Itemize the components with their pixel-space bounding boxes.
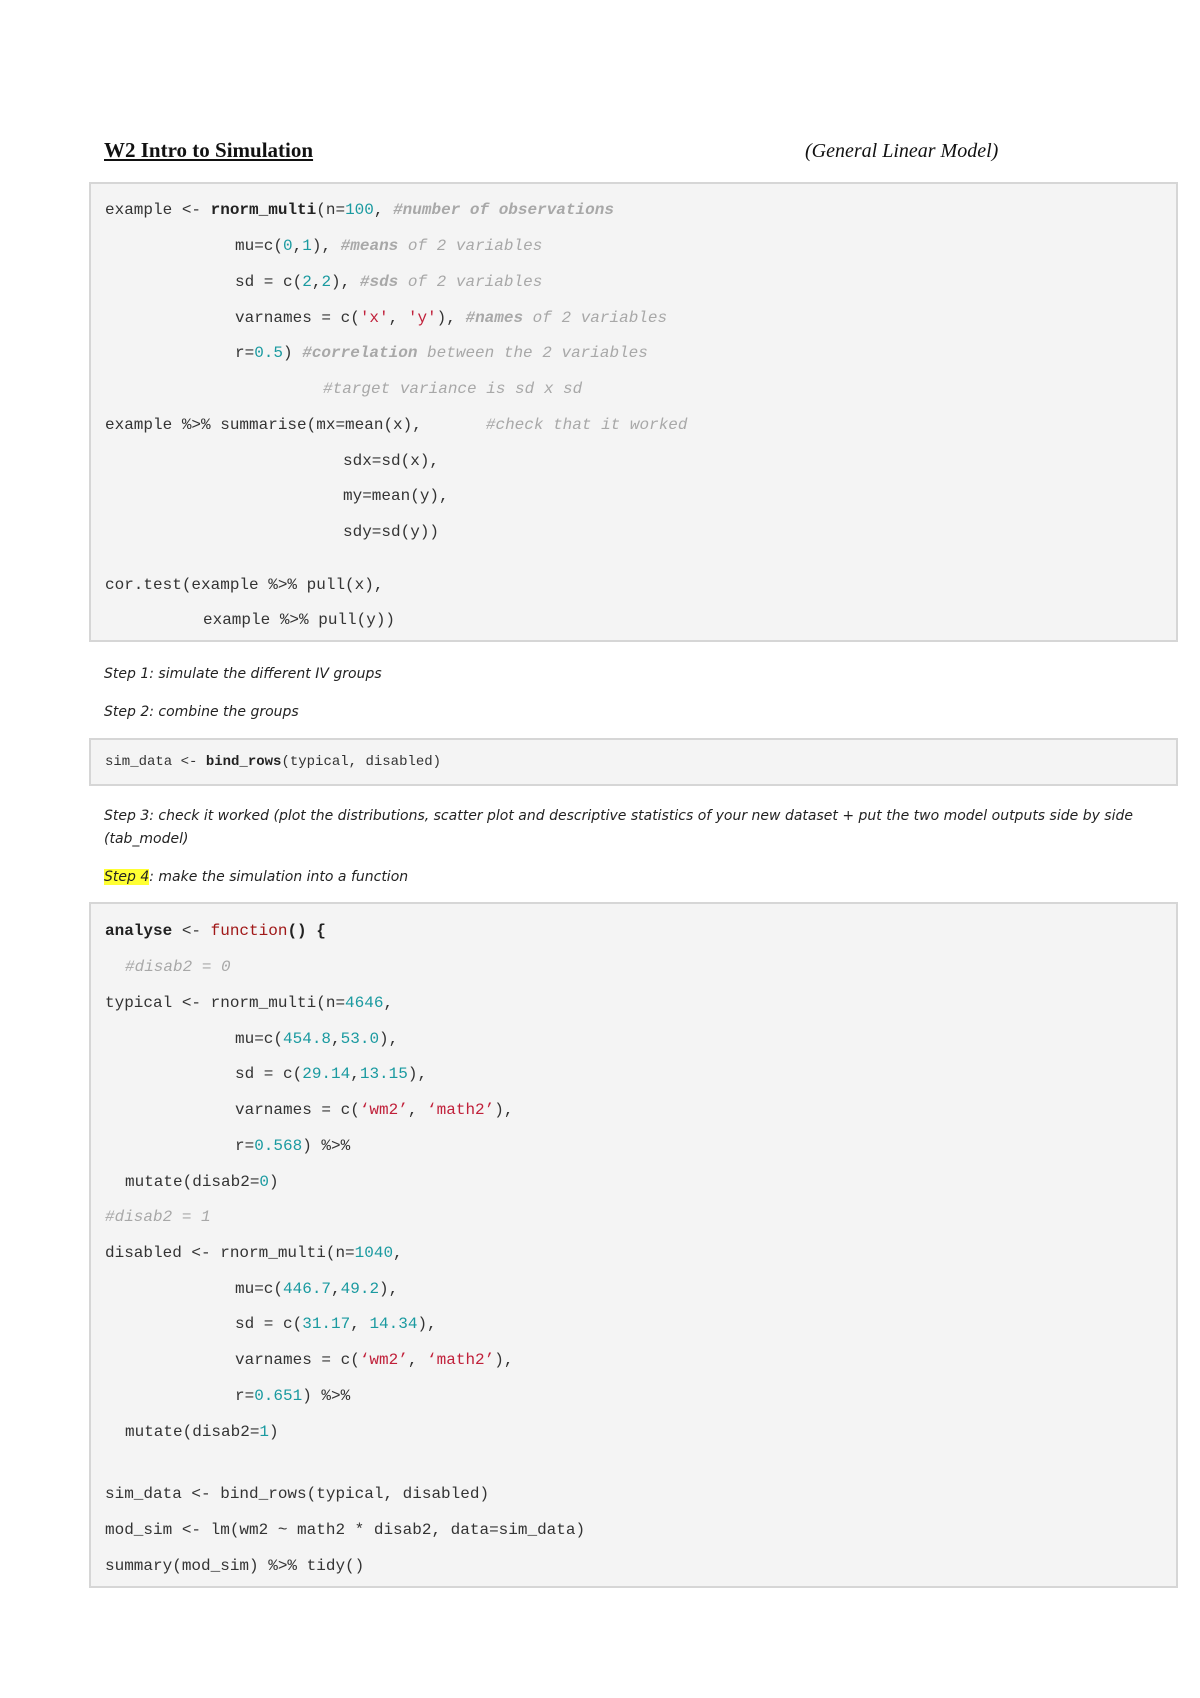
code-line: sdy=sd(y)) bbox=[343, 523, 440, 541]
step-3-text: Step 3: check it worked (plot the distributions, scatter plot and descriptive statistics of your new dataset + put the two model outputs side by side (tab_model) bbox=[104, 808, 1133, 847]
code-line: sim_data <- bind_rows(typical, disabled) bbox=[105, 1485, 490, 1503]
code-line: r=0.651) %>% bbox=[235, 1387, 351, 1405]
code-line: sd = c(29.14,13.15), bbox=[235, 1065, 428, 1083]
code-line: analyse <- function() { bbox=[105, 922, 326, 940]
step-4-text: Step 4: make the simulation into a function bbox=[104, 869, 409, 885]
step-4-highlight: Step 4 bbox=[104, 869, 150, 885]
code-block-example bbox=[89, 182, 1178, 642]
code-block-bind-rows bbox=[89, 738, 1178, 786]
code-line: varnames = c('x', 'y'), #names of 2 variables bbox=[235, 309, 668, 327]
code-comment: #target variance is sd x sd bbox=[323, 380, 583, 398]
code-line: mutate(disab2=1) bbox=[125, 1423, 279, 1441]
code-line: mutate(disab2=0) bbox=[125, 1173, 279, 1191]
code-line: mu=c(454.8,53.0), bbox=[235, 1030, 399, 1048]
code-line: mu=c(0,1), #means of 2 variables bbox=[235, 237, 543, 255]
code-line: typical <- rnorm_multi(n=4646, bbox=[105, 994, 394, 1012]
page-subtitle: (General Linear Model) bbox=[805, 140, 999, 162]
code-line: example <- rnorm_multi(n=100, #number of observations bbox=[105, 201, 614, 219]
code-line: disabled <- rnorm_multi(n=1040, bbox=[105, 1244, 403, 1262]
code-comment: #disab2 = 0 bbox=[125, 958, 231, 976]
step-1-text: Step 1: simulate the different IV groups bbox=[104, 666, 382, 682]
page-title: W2 Intro to Simulation bbox=[104, 138, 314, 162]
code-line: example %>% pull(y)) bbox=[203, 611, 396, 629]
code-line: sd = c(31.17, 14.34), bbox=[235, 1315, 437, 1333]
code-comment: #disab2 = 1 bbox=[105, 1208, 211, 1226]
code-line: r=0.568) %>% bbox=[235, 1137, 351, 1155]
code-line: summary(mod_sim) %>% tidy() bbox=[105, 1557, 365, 1575]
code-line: varnames = c(‘wm2’, ‘math2’), bbox=[235, 1351, 514, 1369]
code-line: r=0.5) #correlation between the 2 variables bbox=[235, 344, 648, 362]
code-line: mu=c(446.7,49.2), bbox=[235, 1280, 399, 1298]
code-line: sim_data <- bind_rows(typical, disabled) bbox=[105, 754, 442, 770]
code-line: mod_sim <- lm(wm2 ~ math2 * disab2, data=sim_data) bbox=[105, 1521, 586, 1539]
step-2-text: Step 2: combine the groups bbox=[104, 704, 299, 720]
code-line: varnames = c(‘wm2’, ‘math2’), bbox=[235, 1101, 514, 1119]
code-line: example %>% summarise(mx=mean(x), #check that it worked bbox=[105, 416, 688, 434]
code-line: cor.test(example %>% pull(x), bbox=[105, 576, 384, 594]
code-line: sd = c(2,2), #sds of 2 variables bbox=[235, 273, 543, 291]
code-line: my=mean(y), bbox=[343, 487, 449, 505]
code-block-analyse-function bbox=[89, 902, 1178, 1588]
code-line: sdx=sd(x), bbox=[343, 452, 440, 470]
